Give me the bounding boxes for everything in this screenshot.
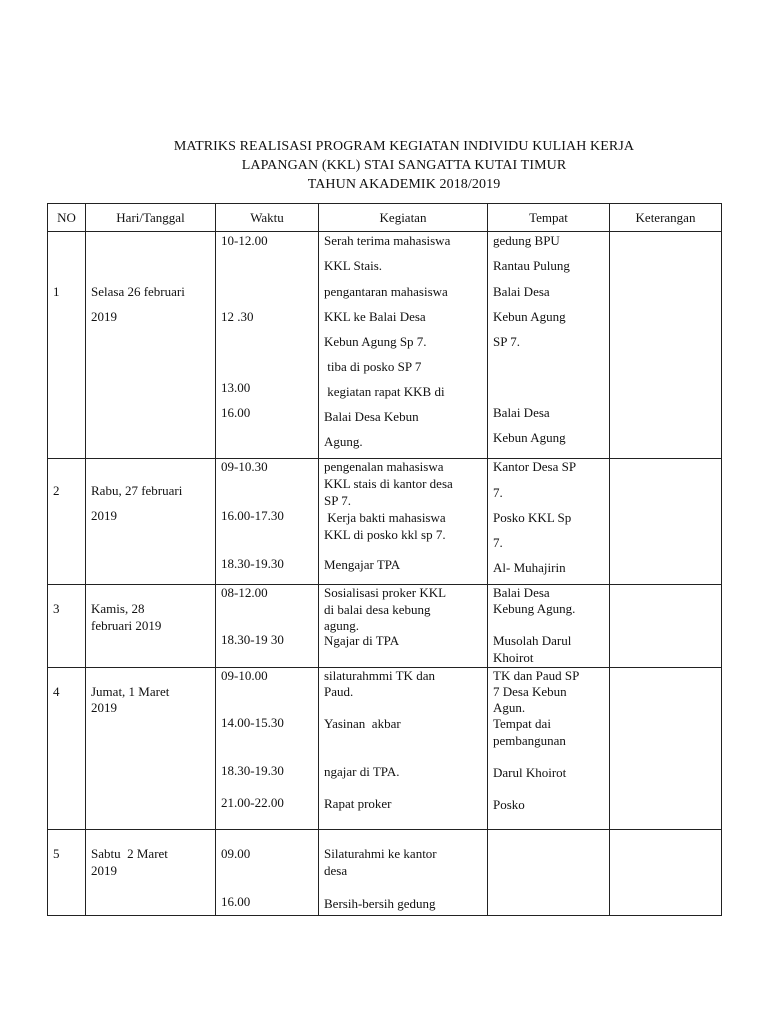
activity-line: Sosialisasi proker KKL (324, 585, 447, 600)
activity-line: Silaturahmi ke kantor (324, 846, 437, 861)
cell-note (610, 232, 722, 459)
cell-no (48, 585, 86, 668)
place-line: Kantor Desa SP (493, 459, 577, 474)
activity-line: Rapat proker (324, 796, 392, 811)
activity-line: tiba di posko SP 7 (324, 359, 422, 374)
place-line: Balai Desa (493, 284, 550, 299)
cell-activity (319, 668, 488, 830)
activity-line: silaturahmmi TK dan (324, 668, 435, 683)
place-line: Kebung Agung. (493, 601, 576, 616)
cell-note (610, 585, 722, 668)
cell-activity (319, 232, 488, 459)
activity-line: di balai desa kebung (324, 602, 431, 617)
header-no: NO (48, 204, 86, 232)
header-activity: Kegiatan (319, 204, 488, 232)
cell-date (86, 830, 216, 916)
cell-time (216, 830, 319, 916)
row-number: 4 (53, 684, 60, 699)
activity-line: desa (324, 863, 348, 878)
document-title (0, 137, 768, 194)
cell-time (216, 232, 319, 459)
time-entry: 18.30-19.30 (221, 556, 284, 571)
activity-line: Serah terima mahasiswa (324, 233, 451, 248)
cell-no (48, 668, 86, 830)
date-line: Sabtu 2 Maret (91, 846, 168, 861)
time-entry: 18.30-19 30 (221, 632, 284, 647)
table-row (48, 585, 722, 668)
cell-no (48, 830, 86, 916)
date-line: Kamis, 28 (91, 601, 145, 616)
activity-line: KKL stais di kantor desa (324, 476, 453, 491)
cell-place (488, 232, 610, 459)
table-header-row (48, 204, 722, 232)
time-entry: 21.00-22.00 (221, 795, 284, 810)
time-entry: 13.00 (221, 380, 251, 395)
title-line-3: TAHUN AKADEMIK 2018/2019 (307, 177, 501, 192)
place-line: Musolah Darul (493, 633, 572, 648)
cell-time (216, 459, 319, 585)
cell-note (610, 459, 722, 585)
place-line: 7 Desa Kebun (493, 684, 567, 699)
activity-line: SP 7. (324, 493, 351, 508)
date-line: Jumat, 1 Maret (91, 684, 170, 699)
cell-place (488, 459, 610, 585)
place-line: Darul Khoirot (493, 765, 567, 780)
cell-date (86, 668, 216, 830)
activity-line: Kebun Agung Sp 7. (324, 334, 427, 349)
activity-line: pengenalan mahasiswa (324, 459, 444, 474)
place-line: Posko KKL Sp (493, 510, 572, 525)
activity-matrix-table (47, 203, 722, 916)
time-entry: 12 .30 (221, 309, 254, 324)
cell-time (216, 585, 319, 668)
table-row (48, 830, 722, 916)
time-entry: 10-12.00 (221, 233, 268, 248)
place-line: Tempat dai (493, 716, 551, 731)
activity-line: Paud. (324, 684, 354, 699)
date-line: Selasa 26 februari (91, 284, 185, 299)
header-note: Keterangan (610, 204, 722, 232)
cell-activity (319, 830, 488, 916)
activity-line: KKL di posko kkl sp 7. (324, 527, 446, 542)
activity-line: Kerja bakti mahasiswa (324, 510, 446, 525)
activity-line: Balai Desa Kebun (324, 409, 419, 424)
table-row (48, 232, 722, 459)
place-line: Posko (493, 797, 525, 812)
row-number: 3 (53, 601, 60, 616)
activity-line: KKL Stais. (324, 258, 383, 273)
cell-activity (319, 585, 488, 668)
cell-place (488, 830, 610, 916)
activity-line: pengantaran mahasiswa (324, 284, 448, 299)
date-line: 2019 (91, 700, 117, 715)
place-line: 7. (493, 535, 503, 550)
place-line: Agun. (493, 700, 526, 715)
cell-date (86, 459, 216, 585)
header-place: Tempat (488, 204, 610, 232)
place-line: Balai Desa (493, 405, 550, 420)
date-line: februari 2019 (91, 618, 162, 633)
title-line-1: MATRIKS REALISASI PROGRAM KEGIATAN INDIVIDU KULIAH KERJA (173, 139, 635, 154)
cell-note (610, 668, 722, 830)
activity-line: Yasinan akbar (324, 716, 401, 731)
place-line: Balai Desa (493, 585, 550, 600)
cell-no (48, 232, 86, 459)
place-line: Khoirot (493, 650, 534, 665)
time-entry: 18.30-19.30 (221, 763, 284, 778)
place-line: Kebun Agung (493, 430, 566, 445)
place-line: gedung BPU (493, 233, 560, 248)
cell-note (610, 830, 722, 916)
table-row (48, 459, 722, 585)
row-number: 5 (53, 846, 60, 861)
activity-line: Mengajar TPA (324, 557, 401, 572)
activity-line: Bersih-bersih gedung (324, 896, 436, 911)
date-line: Rabu, 27 februari (91, 483, 183, 498)
cell-no (48, 459, 86, 585)
header-time: Waktu (216, 204, 319, 232)
time-entry: 09-10.30 (221, 459, 268, 474)
time-entry: 14.00-15.30 (221, 715, 284, 730)
cell-date (86, 585, 216, 668)
cell-place (488, 668, 610, 830)
activity-line: KKL ke Balai Desa (324, 309, 426, 324)
activity-line: ngajar di TPA. (324, 764, 400, 779)
place-line: SP 7. (493, 334, 520, 349)
title-line-2: LAPANGAN (KKL) STAI SANGATTA KUTAI TIMUR (241, 158, 567, 173)
date-line: 2019 (91, 309, 117, 324)
time-entry: 09-10.00 (221, 668, 268, 683)
cell-time (216, 668, 319, 830)
place-line: Rantau Pulung (493, 258, 570, 273)
place-line: pembangunan (493, 733, 566, 748)
cell-date (86, 232, 216, 459)
activity-line: Agung. (324, 434, 363, 449)
place-line: TK dan Paud SP (493, 668, 580, 683)
place-line: Al- Muhajirin (493, 560, 566, 575)
activity-line: Ngajar di TPA (324, 633, 400, 648)
place-line: 7. (493, 485, 503, 500)
activity-line: agung. (324, 618, 360, 633)
time-entry: 16.00 (221, 405, 251, 420)
time-entry: 09.00 (221, 846, 251, 861)
place-line: Kebun Agung (493, 309, 566, 324)
cell-place (488, 585, 610, 668)
row-number: 2 (53, 483, 60, 498)
table-row (48, 668, 722, 830)
time-entry: 16.00 (221, 894, 251, 909)
time-entry: 16.00-17.30 (221, 508, 284, 523)
cell-activity (319, 459, 488, 585)
header-date: Hari/Tanggal (86, 204, 216, 232)
date-line: 2019 (91, 863, 117, 878)
row-number: 1 (53, 284, 60, 299)
time-entry: 08-12.00 (221, 585, 268, 600)
date-line: 2019 (91, 508, 117, 523)
activity-line: kegiatan rapat KKB di (324, 384, 445, 399)
